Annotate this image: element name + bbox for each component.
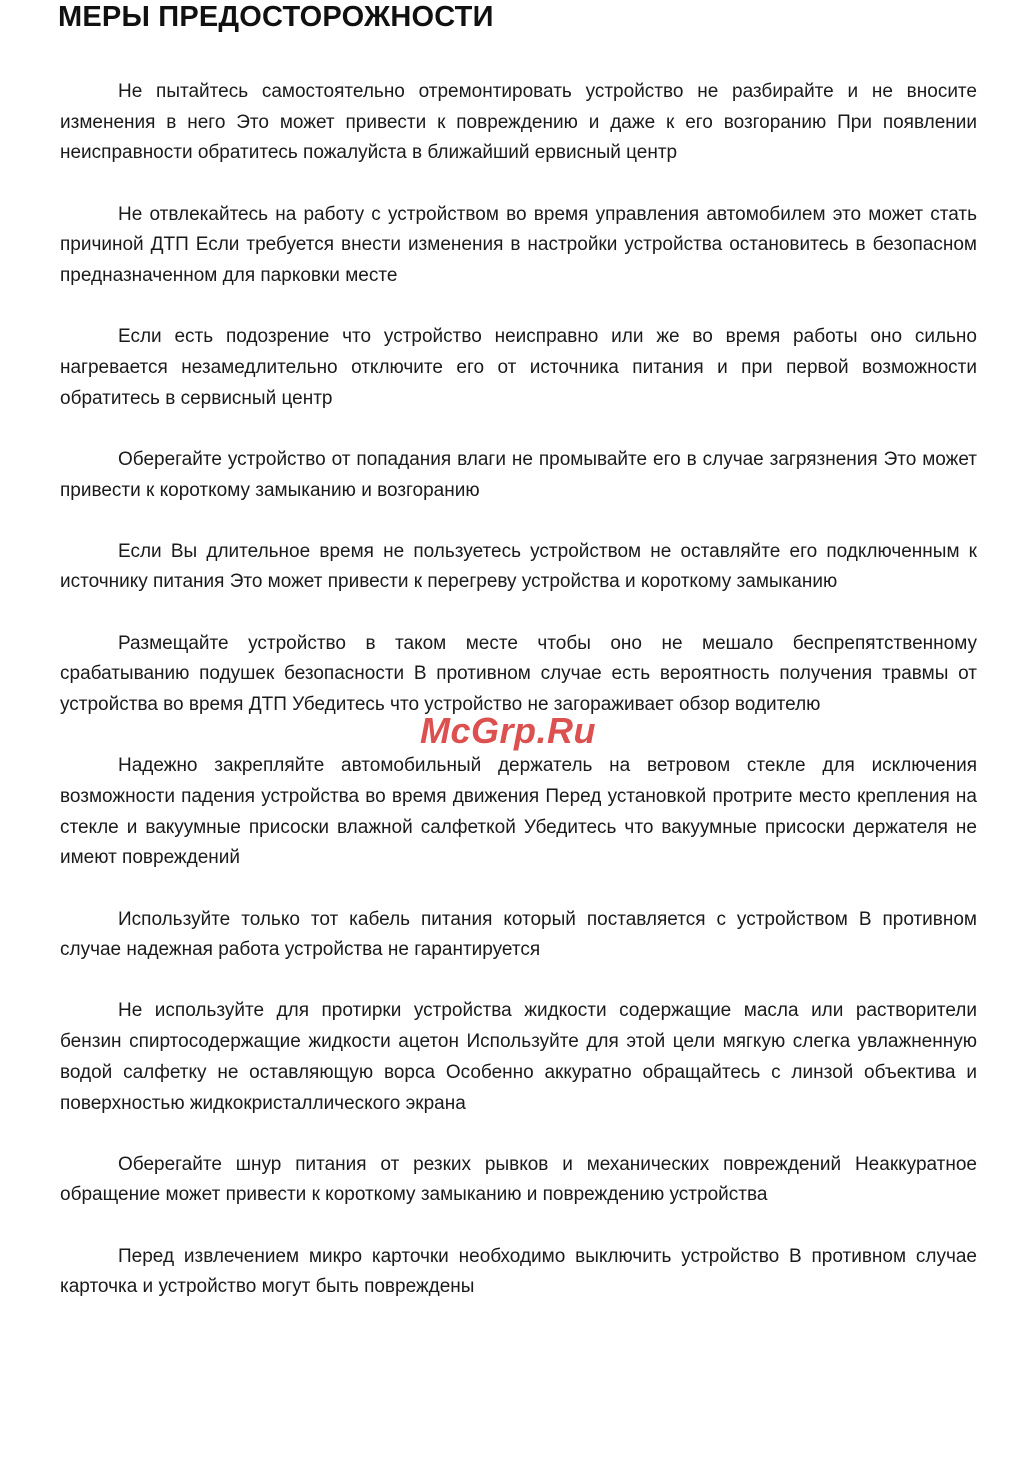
paragraph-mount: Надежно закрепляйте автомобильный держатель на ветровом стекле для исключения возможности падения устройства во время движения Перед установкой протрите место крепления на стекле и вакуумные присоски влажной салфеткой Убедитесь что вакуумные присоски держателя не имеют повреждений xyxy=(60,755,977,869)
paragraph-driving: Не отвлекайтесь на работу с устройством во время управления автомобилем это может стать причиной ДТП Если требуется внести изменения в настройки устройства остановитесь в безопасном предназначенном для парковки месте xyxy=(60,203,977,287)
precautions-list xyxy=(60,77,977,1334)
paragraph-power-disconnect: Если Вы длительное время не пользуетесь устройством не оставляйте его подключенным к источнику питания Это может привести к перегреву устройства и короткому замыканию xyxy=(60,540,977,593)
paragraph-power-cord: Оберегайте шнур питания от резких рывков и механических повреждений Неаккуратное обращение может привести к короткому замыканию и повреждению устройства xyxy=(60,1153,977,1206)
paragraph-memory-card: Перед извлечением микро карточки необходимо выключить устройство В противном случае карточка и устройство могут быть повреждены xyxy=(60,1245,977,1298)
paragraph-airbags: Размещайте устройство в таком месте чтобы оно не мешало беспрепятственному срабатыванию подушек безопасности В противном случае есть вероятность получения травмы от устройства во время ДТП Убедитесь что устройство не загораживает обзор водителю xyxy=(60,632,977,716)
paragraph-cable: Используйте только тот кабель питания который поставляется с устройством В противном случае надежная работа устройства не гарантируется xyxy=(60,908,977,961)
page-title: МЕРЫ ПРЕДОСТОРОЖНОСТИ xyxy=(58,1,494,33)
paragraph-moisture: Оберегайте устройство от попадания влаги не промывайте его в случае загрязнения Это может привести к короткому замыканию и возгоранию xyxy=(60,448,977,501)
paragraph-repair: Не пытайтесь самостоятельно отремонтировать устройство не разбирайте и не вносите изменения в него Это может привести к повреждению и даже к его возгоранию При появлении неисправности обратитесь пожалуйста в ближайший ервисный центр xyxy=(60,81,977,164)
watermark-logo: McGrp.Ru xyxy=(420,710,597,751)
paragraph-overheating: Если есть подозрение что устройство неисправно или же во время работы оно сильно нагревается незамедлительно отключите его от источника питания и при первой возможности обратитесь в сервисный центр xyxy=(60,326,977,409)
paragraph-cleaning: Не используйте для протирки устройства жидкости содержащие масла или растворители бензин спиртосодержащие жидкости ацетон Используйте для этой цели мягкую слегка увлажненную водой салфетку не оставляющую ворса Особенно аккуратно обращайтесь с линзой объектива и поверхностью жидкокристаллического экрана xyxy=(60,1000,977,1114)
